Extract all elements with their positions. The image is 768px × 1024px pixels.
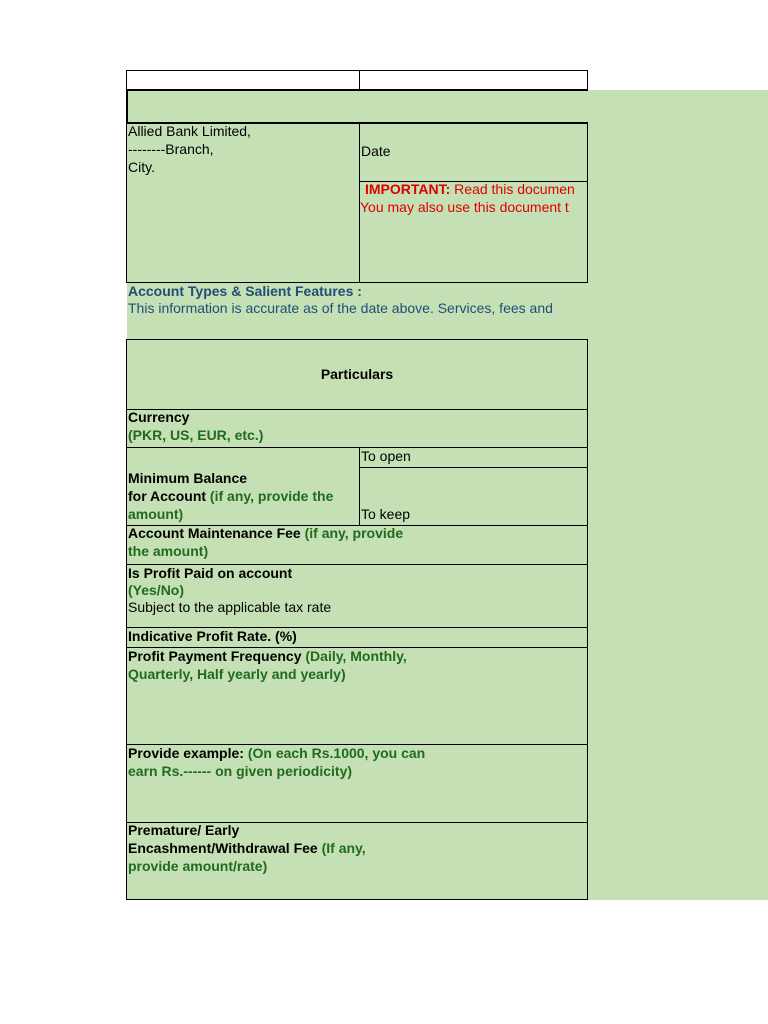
top-empty-cell-left bbox=[126, 70, 360, 91]
premature-line1: Premature/ Early bbox=[128, 822, 240, 838]
example-row bbox=[126, 744, 588, 823]
important-cell bbox=[359, 181, 588, 283]
to-keep-label: To keep bbox=[361, 506, 411, 522]
currency-label: Currency bbox=[128, 409, 190, 425]
city-line: City. bbox=[128, 159, 155, 175]
account-types-title: Account Types & Salient Features : bbox=[128, 283, 362, 299]
premature-label2: Encashment/Withdrawal Fee bbox=[128, 840, 318, 856]
min-balance-hint3: amount) bbox=[128, 506, 184, 522]
payment-frequency-label: Profit Payment Frequency bbox=[128, 648, 302, 664]
example-label: Provide example: bbox=[128, 745, 244, 761]
payment-frequency-line1 bbox=[128, 648, 407, 665]
account-types-note: This information is accurate as of the date above. Services, fees and bbox=[128, 300, 553, 316]
min-balance-label2: for Account bbox=[128, 488, 207, 504]
premature-hint2: (If any, bbox=[317, 840, 366, 856]
to-open-cell bbox=[359, 447, 588, 468]
min-balance-hint2: (if any, provide the bbox=[206, 488, 334, 504]
maintenance-fee-line1 bbox=[128, 525, 403, 542]
payment-frequency-hint2: Quarterly, Half yearly and yearly) bbox=[128, 666, 346, 682]
profit-paid-label: Is Profit Paid on account bbox=[128, 565, 293, 581]
min-balance-line1: Minimum Balance bbox=[128, 470, 248, 486]
important-text: Read this documen bbox=[450, 181, 575, 197]
particulars-header bbox=[126, 339, 588, 410]
maintenance-fee-hint2: the amount) bbox=[128, 543, 209, 559]
example-hint1: (On each Rs.1000, you can bbox=[243, 745, 426, 761]
branch-line: --------Branch, bbox=[128, 141, 214, 157]
title-row bbox=[126, 89, 588, 124]
profit-rate-row bbox=[126, 627, 588, 648]
maintenance-fee-hint1: (if any, provide bbox=[300, 525, 404, 541]
profit-paid-note: Subject to the applicable tax rate bbox=[128, 599, 332, 615]
premature-row bbox=[126, 822, 588, 900]
example-line1 bbox=[128, 745, 425, 762]
important-line2: You may also use this document t bbox=[360, 199, 569, 215]
premature-hint3: provide amount/rate) bbox=[128, 858, 268, 874]
example-hint2: earn Rs.------ on given periodicity) bbox=[128, 763, 353, 779]
premature-line2 bbox=[128, 840, 366, 857]
bank-name: Allied Bank Limited, bbox=[128, 123, 251, 139]
profit-paid-row bbox=[126, 564, 588, 628]
date-label: Date bbox=[361, 143, 391, 159]
account-types-note-wrap bbox=[127, 300, 588, 320]
payment-frequency-hint1: (Daily, Monthly, bbox=[301, 648, 407, 664]
maintenance-fee-row bbox=[126, 525, 588, 565]
to-open-label: To open bbox=[361, 448, 411, 464]
profit-rate-label: Indicative Profit Rate. (%) bbox=[128, 628, 297, 644]
profit-paid-hint: (Yes/No) bbox=[128, 582, 185, 598]
currency-row bbox=[126, 409, 588, 448]
to-keep-cell bbox=[359, 467, 588, 526]
address-cell bbox=[126, 123, 360, 283]
important-label: IMPORTANT: bbox=[365, 181, 451, 197]
min-balance-line2 bbox=[128, 488, 333, 505]
date-cell bbox=[359, 123, 588, 182]
maintenance-fee-label: Account Maintenance Fee bbox=[128, 525, 301, 541]
top-empty-cell-right bbox=[359, 70, 588, 91]
payment-frequency-row bbox=[126, 647, 588, 745]
particulars-label: Particulars bbox=[320, 366, 394, 382]
min-balance-label-cell bbox=[126, 447, 360, 526]
important-notice bbox=[365, 181, 575, 198]
currency-hint: (PKR, US, EUR, etc.) bbox=[128, 427, 264, 443]
